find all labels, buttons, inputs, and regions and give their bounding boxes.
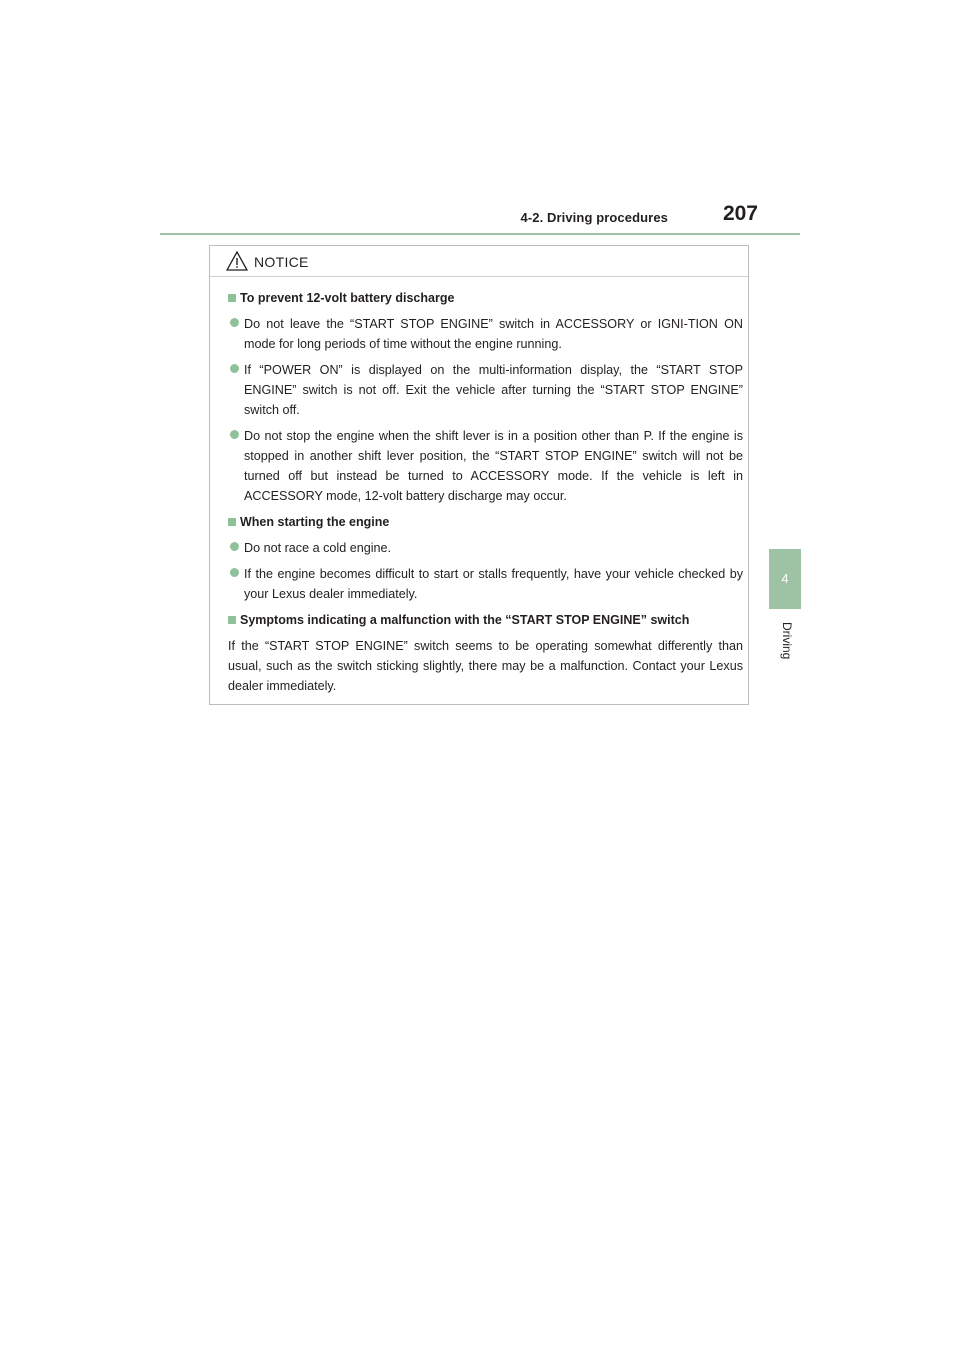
list-item: Do not stop the engine when the shift lever is in a position other than P. If the engine is stopped in another shift lever position, the “START STOP ENGINE” switch will not be turned off but instead be turned to ACCESSORY mode. If the vehicle is left in ACCESSORY mode, 12-volt battery discharge may occur. xyxy=(230,426,743,506)
section-heading: To prevent 12-volt battery discharge xyxy=(228,288,743,308)
round-bullet-icon xyxy=(230,568,239,577)
round-bullet-icon xyxy=(230,430,239,439)
notice-header xyxy=(210,246,748,277)
round-bullet-icon xyxy=(230,364,239,373)
notice-title: NOTICE xyxy=(254,254,309,270)
square-bullet-icon xyxy=(228,294,236,302)
page-number: 207 xyxy=(722,202,758,225)
page-header xyxy=(160,200,800,234)
chapter-tab: 4 xyxy=(769,549,801,609)
notice-content xyxy=(228,288,743,696)
list-item: Do not race a cold engine. xyxy=(230,538,743,558)
round-bullet-icon xyxy=(230,542,239,551)
list-item: Do not leave the “START STOP ENGINE” switch in ACCESSORY or IGNI-TION ON mode for long periods of time without the engine running. xyxy=(230,314,743,354)
list-item: If “POWER ON” is displayed on the multi-information display, the “START STOP ENGINE” switch is not off. Exit the vehicle after turning the “START STOP ENGINE” switch off. xyxy=(230,360,743,420)
list-item: If the engine becomes difficult to start or stalls frequently, have your vehicle checked by your Lexus dealer immediately. xyxy=(230,564,743,604)
section-heading: Symptoms indicating a malfunction with the “START STOP ENGINE” switch xyxy=(228,610,743,630)
chapter-label: Driving xyxy=(780,622,794,660)
header-divider xyxy=(160,233,800,235)
notice-box xyxy=(209,245,749,705)
round-bullet-icon xyxy=(230,318,239,327)
warning-triangle-icon xyxy=(226,251,248,271)
square-bullet-icon xyxy=(228,616,236,624)
section-heading: When starting the engine xyxy=(228,512,743,532)
section-title: 4-2. Driving procedures xyxy=(520,210,668,225)
paragraph: If the “START STOP ENGINE” switch seems to be operating somewhat differently than usual, such as the switch sticking slightly, there may be a malfunction. Contact your Lexus dealer immediately. xyxy=(228,639,743,693)
square-bullet-icon xyxy=(228,518,236,526)
